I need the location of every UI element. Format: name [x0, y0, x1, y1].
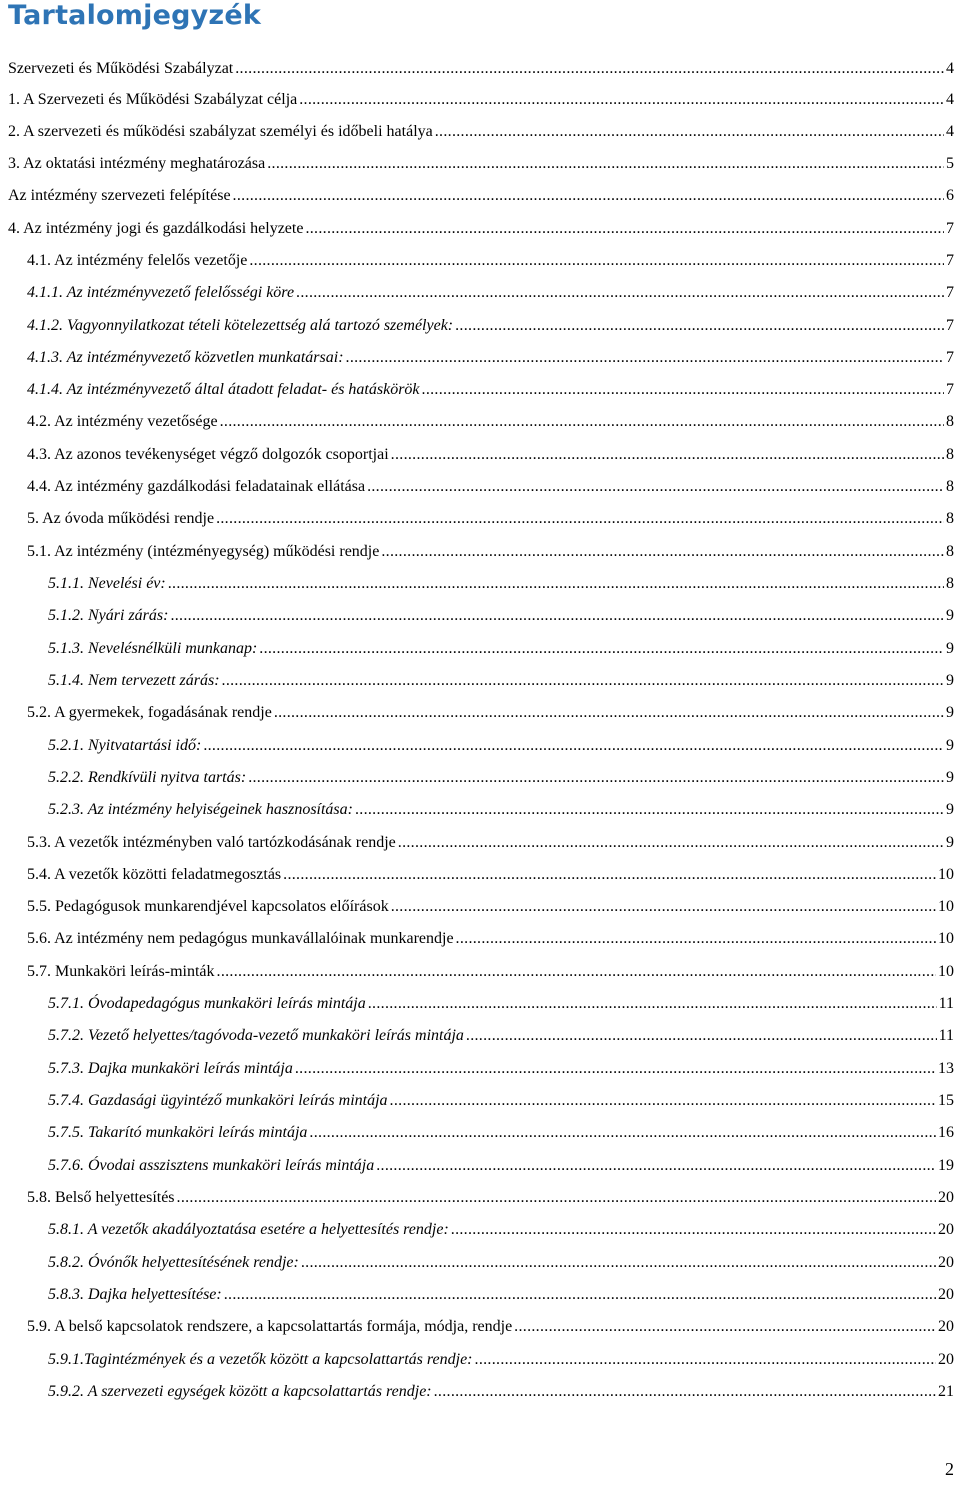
toc-entry-page: 4 — [946, 123, 954, 140]
toc-entry-page: 7 — [946, 252, 954, 269]
toc-entry[interactable] — [27, 1186, 954, 1210]
toc-entry-page: 11 — [938, 1027, 954, 1044]
toc-entry[interactable] — [48, 766, 954, 790]
toc-leader-dots — [235, 57, 944, 81]
toc-entry[interactable] — [8, 152, 954, 176]
toc-entry-page: 16 — [938, 1124, 954, 1141]
toc-leader-dots — [455, 314, 944, 338]
toc-entry-label: 5.2.3. Az intézmény helyiségeinek hasznosítása: — [48, 801, 353, 818]
toc-entry[interactable] — [48, 992, 954, 1016]
toc-entry[interactable] — [27, 1315, 954, 1339]
toc-entry-label: 5.7.2. Vezető helyettes/tagóvoda-vezető munkaköri leírás mintája — [48, 1027, 464, 1044]
toc-entry-page: 20 — [938, 1318, 954, 1335]
toc-entry-page: 20 — [938, 1351, 954, 1368]
toc-title: Tartalomjegyzék — [8, 0, 262, 31]
toc-leader-dots — [355, 798, 944, 822]
toc-entry-page: 8 — [946, 446, 954, 463]
toc-entry[interactable] — [8, 120, 954, 144]
toc-entry-label: Szervezeti és Működési Szabályzat — [8, 60, 234, 77]
toc-leader-dots — [233, 184, 944, 208]
toc-entry-page: 9 — [946, 704, 954, 721]
toc-entry-label: 5.3. A vezetők intézményben való tartózkodásának rendje — [27, 834, 396, 851]
toc-leader-dots — [514, 1315, 936, 1339]
toc-entry-label: 5.4. A vezetők közötti feladatmegosztás — [27, 866, 282, 883]
toc-entry-label: 4.1.3. Az intézményvezető közvetlen munkatársai: — [27, 349, 344, 366]
toc-entry[interactable] — [48, 1089, 954, 1113]
toc-entry-label: 5.2.1. Nyitvatartási idő: — [48, 737, 202, 754]
toc-leader-dots — [391, 443, 944, 467]
toc-entry-page: 7 — [946, 220, 954, 237]
toc-entry-label: 5.7.1. Óvodapedagógus munkaköri leírás mintája — [48, 995, 366, 1012]
toc-entry-label: 3. Az oktatási intézmény meghatározása — [8, 155, 266, 172]
toc-entry[interactable] — [48, 572, 954, 596]
toc-entry-label: 5.1.1. Nevelési év: — [48, 575, 166, 592]
toc-leader-dots — [376, 1154, 936, 1178]
toc-leader-dots — [435, 120, 944, 144]
toc-leader-dots — [451, 1218, 936, 1242]
toc-entry-page: 7 — [946, 284, 954, 301]
toc-leader-dots — [381, 540, 944, 564]
toc-entry-label: 5.1.3. Nevelésnélküli munkanap: — [48, 640, 258, 657]
toc-entry[interactable] — [27, 507, 954, 531]
toc-entry[interactable] — [27, 410, 954, 434]
toc-entry[interactable] — [8, 184, 954, 208]
toc-entry[interactable] — [27, 960, 954, 984]
toc-entry[interactable] — [27, 831, 954, 855]
toc-entry[interactable] — [27, 281, 954, 305]
toc-leader-dots — [224, 1283, 936, 1307]
toc-entry-page: 9 — [946, 737, 954, 754]
toc-entry-label: 5.8.2. Óvónők helyettesítésének rendje: — [48, 1254, 299, 1271]
toc-entry-label: 4.1.1. Az intézményvezető felelősségi köre — [27, 284, 295, 301]
toc-entry-page: 10 — [938, 898, 954, 915]
toc-entry[interactable] — [48, 604, 954, 628]
toc-leader-dots — [203, 734, 944, 758]
toc-entry-page: 7 — [946, 317, 954, 334]
toc-entry-label: 5.9. A belső kapcsolatok rendszere, a kapcsolattartás formája, módja, rendje — [27, 1318, 513, 1335]
toc-entry-page: 8 — [946, 575, 954, 592]
toc-entry-page: 13 — [938, 1060, 954, 1077]
toc-entry-page: 20 — [938, 1189, 954, 1206]
toc-entry[interactable] — [48, 1251, 954, 1275]
toc-entry-page: 19 — [938, 1157, 954, 1174]
toc-entry-page: 10 — [938, 866, 954, 883]
toc-entry[interactable] — [48, 1283, 954, 1307]
toc-entry-page: 15 — [938, 1092, 954, 1109]
toc-entry[interactable] — [8, 217, 954, 241]
toc-entry-page: 8 — [946, 543, 954, 560]
toc-entry[interactable] — [27, 314, 954, 338]
toc-entry[interactable] — [27, 346, 954, 370]
page-number: 2 — [945, 1459, 954, 1479]
toc-leader-dots — [367, 475, 944, 499]
toc-entry[interactable] — [48, 1057, 954, 1081]
toc-entry-page: 8 — [946, 510, 954, 527]
toc-leader-dots — [346, 346, 944, 370]
toc-leader-dots — [177, 1186, 936, 1210]
toc-leader-dots — [222, 669, 944, 693]
toc-entry-page: 10 — [938, 963, 954, 980]
toc-entry[interactable] — [27, 701, 954, 725]
toc-entry[interactable] — [8, 57, 954, 81]
toc-entry-label: 5.7.4. Gazdasági ügyintéző munkaköri leírás mintája — [48, 1092, 388, 1109]
toc-entry-label: 4.4. Az intézmény gazdálkodási feladatainak ellátása — [27, 478, 366, 495]
toc-entry[interactable] — [27, 475, 954, 499]
toc-entry-page: 9 — [946, 672, 954, 689]
toc-entry-page: 7 — [946, 381, 954, 398]
toc-entry-label: 5.8. Belső helyettesítés — [27, 1189, 175, 1206]
toc-entry-label: 4.2. Az intézmény vezetősége — [27, 413, 218, 430]
toc-entry[interactable] — [48, 1348, 954, 1372]
toc-entry-page: 9 — [946, 801, 954, 818]
toc-leader-dots — [475, 1348, 936, 1372]
toc-entry-page: 9 — [946, 834, 954, 851]
toc-entry[interactable] — [27, 443, 954, 467]
toc-entry-page: 21 — [938, 1383, 954, 1400]
toc-entry-label: 4.1.2. Vagyonnyilatkozat tételi kötelezettség alá tartozó személyek: — [27, 317, 454, 334]
toc-leader-dots — [305, 217, 944, 241]
toc-leader-dots — [267, 152, 944, 176]
toc-leader-dots — [283, 863, 936, 887]
toc-entry[interactable] — [8, 88, 954, 112]
toc-entry[interactable] — [27, 895, 954, 919]
toc-leader-dots — [248, 766, 944, 790]
toc-entry-label: 5.8.3. Dajka helyettesítése: — [48, 1286, 222, 1303]
toc-entry-page: 8 — [946, 478, 954, 495]
toc-entry[interactable] — [48, 798, 954, 822]
toc-leader-dots — [398, 831, 944, 855]
toc-leader-dots — [259, 637, 944, 661]
toc-entry-label: 5.9.2. A szervezeti egységek között a kapcsolattartás rendje: — [48, 1383, 432, 1400]
toc-leader-dots — [170, 604, 944, 628]
toc-entry-label: 5.2.2. Rendkívüli nyitva tartás: — [48, 769, 247, 786]
toc-entry-page: 4 — [946, 60, 954, 77]
toc-entry[interactable] — [27, 540, 954, 564]
toc-entry-label: 2. A szervezeti és működési szabályzat személyi és időbeli hatálya — [8, 123, 433, 140]
toc-entry-label: 5.5. Pedagógusok munkarendjével kapcsolatos előírások — [27, 898, 389, 915]
toc-entry-label: 4.1.4. Az intézményvezető által átadott feladat- és hatáskörök — [27, 381, 420, 398]
toc-entry-label: 5.1. Az intézmény (intézményegység) működési rendje — [27, 543, 380, 560]
toc-entry-label: 5.7.3. Dajka munkaköri leírás mintája — [48, 1060, 293, 1077]
toc-entry-page: 7 — [946, 349, 954, 366]
toc-entry-label: 5.9.1.Tagintézmények és a vezetők között a kapcsolattartás rendje: — [48, 1351, 473, 1368]
toc-leader-dots — [368, 992, 937, 1016]
toc-leader-dots — [456, 927, 936, 951]
toc-leader-dots — [390, 1089, 936, 1113]
toc-entry[interactable] — [27, 249, 954, 273]
toc-entry[interactable] — [48, 1218, 954, 1242]
toc-entry-label: 5.8.1. A vezetők akadályoztatása esetére a helyettesítés rendje: — [48, 1221, 449, 1238]
toc-entry-label: 5.1.2. Nyári zárás: — [48, 607, 169, 624]
toc-entry-label: Az intézmény szervezeti felépítése — [8, 187, 231, 204]
toc-entry-page: 5 — [946, 155, 954, 172]
toc-entry-page: 6 — [946, 187, 954, 204]
toc-entry-label: 4.1. Az intézmény felelős vezetője — [27, 252, 248, 269]
toc-leader-dots — [168, 572, 944, 596]
toc-entry-label: 5.7.6. Óvodai asszisztens munkaköri leírás mintája — [48, 1157, 375, 1174]
toc-entry-page: 11 — [938, 995, 954, 1012]
toc-leader-dots — [216, 507, 944, 531]
toc-entry-page: 9 — [946, 640, 954, 657]
toc-entry[interactable] — [48, 1380, 954, 1404]
toc-leader-dots — [295, 1057, 936, 1081]
toc-entry[interactable] — [27, 863, 954, 887]
toc-leader-dots — [422, 378, 944, 402]
toc-entry-label: 5.6. Az intézmény nem pedagógus munkavállalóinak munkarendje — [27, 930, 454, 947]
toc-leader-dots — [309, 1121, 936, 1145]
toc-entry[interactable] — [48, 734, 954, 758]
toc-entry-page: 9 — [946, 769, 954, 786]
toc-entry-label: 5. Az óvoda működési rendje — [27, 510, 215, 527]
toc-entry-page: 10 — [938, 930, 954, 947]
toc-entry-label: 5.2. A gyermekek, fogadásának rendje — [27, 704, 272, 721]
toc-entry[interactable] — [48, 1154, 954, 1178]
toc-entry-label: 5.1.4. Nem tervezett zárás: — [48, 672, 220, 689]
toc-entry[interactable] — [48, 1121, 954, 1145]
toc-leader-dots — [220, 410, 944, 434]
toc-leader-dots — [249, 249, 944, 273]
toc-entry-label: 4. Az intézmény jogi és gazdálkodási helyzete — [8, 220, 304, 237]
toc-entry[interactable] — [27, 927, 954, 951]
toc-entry-label: 5.7.5. Takarító munkaköri leírás mintája — [48, 1124, 308, 1141]
toc-leader-dots — [434, 1380, 936, 1404]
toc-leader-dots — [296, 281, 944, 305]
toc-entry[interactable] — [48, 637, 954, 661]
toc-leader-dots — [274, 701, 944, 725]
toc-leader-dots — [466, 1024, 937, 1048]
toc-entry-page: 8 — [946, 413, 954, 430]
toc-leader-dots — [217, 960, 936, 984]
toc-leader-dots — [301, 1251, 936, 1275]
toc-entry-page: 20 — [938, 1221, 954, 1238]
toc-entry-label: 5.7. Munkaköri leírás-minták — [27, 963, 215, 980]
toc-entry-page: 9 — [946, 607, 954, 624]
toc-entry[interactable] — [27, 378, 954, 402]
toc-leader-dots — [299, 88, 944, 112]
toc-entry-page: 4 — [946, 91, 954, 108]
toc-entry-label: 4.3. Az azonos tevékenységet végző dolgozók csoportjai — [27, 446, 389, 463]
toc-entry[interactable] — [48, 669, 954, 693]
toc-leader-dots — [391, 895, 936, 919]
toc-entry-page: 20 — [938, 1254, 954, 1271]
toc-entry-page: 20 — [938, 1286, 954, 1303]
toc-entry[interactable] — [48, 1024, 954, 1048]
toc-entry-label: 1. A Szervezeti és Működési Szabályzat célja — [8, 91, 298, 108]
